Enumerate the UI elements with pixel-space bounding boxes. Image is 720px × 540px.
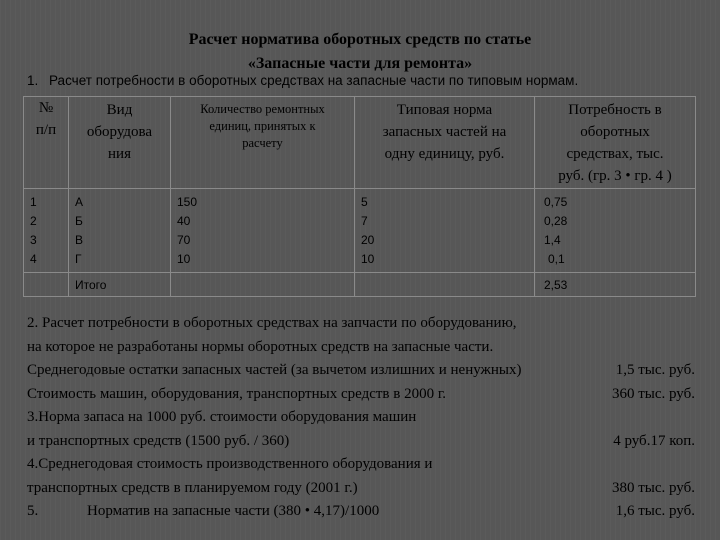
total-value: 2,53	[535, 273, 696, 297]
cell-quantities	[171, 189, 355, 273]
text-line	[27, 477, 695, 501]
text-line	[27, 359, 695, 383]
cell-need: 1,4	[544, 233, 561, 247]
line-text: 2. Расчет потребности в оборотных средствах на запчасти по оборудованию,	[27, 315, 517, 331]
total-label: Итого	[69, 273, 171, 297]
header-norm-line-2: запасных частей на	[382, 124, 507, 140]
line-value: 4 руб.17 коп.	[613, 432, 695, 449]
title-line-2: «Запасные части для ремонта»	[247, 55, 473, 72]
header-qty-line-3: расчету	[242, 136, 283, 150]
cell-norm: 10	[361, 252, 375, 266]
item-1-text: Расчет потребности в оборотных средствах на запасные части по типовым нормам.	[49, 73, 579, 88]
cell-need: 0,1	[548, 252, 565, 266]
line-text: транспортных средств в планируемом году (2001 г.)	[27, 479, 358, 496]
cell-number: 4	[30, 252, 37, 266]
text-line	[27, 406, 695, 430]
header-number	[24, 97, 69, 189]
header-type-line-3: ния	[108, 146, 131, 162]
table-data-row	[24, 189, 696, 273]
line-text: Стоимость машин, оборудования, транспортных средств в 2000 г.	[27, 385, 447, 402]
cell-type: В	[75, 233, 84, 247]
cell-norms	[355, 189, 535, 273]
total-empty-cell	[355, 273, 535, 297]
header-qty-line-2: единиц, принятых к	[209, 119, 316, 133]
cell-quantity: 10	[177, 252, 191, 266]
cell-number: 2	[30, 214, 37, 228]
header-need-line-3: средствах, тыс.	[566, 146, 664, 162]
total-empty-cell	[171, 273, 355, 297]
line-text: Среднегодовые остатки запасных частей (за вычетом излишних и ненужных)	[27, 362, 522, 378]
line-5-value: 1,6 тыс. руб.	[615, 503, 695, 519]
cell-types	[69, 189, 171, 273]
header-number-line-1: №	[38, 100, 54, 116]
line-text: 4.Среднегодовая стоимость производственного оборудования и	[27, 456, 433, 472]
text-line	[27, 430, 695, 454]
cell-norm: 7	[361, 214, 368, 228]
header-equipment-type	[69, 97, 171, 189]
line-text: на которое не разработаны нормы оборотных средств на запасные части.	[27, 338, 494, 355]
text-line	[27, 383, 695, 407]
header-need-line-2: оборотных	[580, 124, 650, 140]
header-norm	[355, 97, 535, 189]
cell-numbers	[24, 189, 69, 273]
text-line	[27, 453, 695, 477]
cell-type: Б	[75, 214, 83, 228]
cell-norm: 5	[361, 195, 368, 209]
title-line-1: Расчет норматива оборотных средств по статье	[188, 31, 532, 48]
item-1-heading	[27, 73, 717, 88]
cell-norm: 20	[361, 233, 375, 247]
line-value: 360 тыс. руб.	[611, 385, 695, 402]
item-1-number: 1.	[27, 73, 39, 88]
header-need-line-4: руб. (гр. 3 • гр. 4 )	[558, 168, 672, 184]
table-header-row	[24, 97, 696, 189]
header-need	[535, 97, 696, 189]
text-line	[27, 312, 695, 336]
line-text: и транспортных средств (1500 руб. / 360)	[27, 432, 290, 449]
cell-need: 0,75	[544, 195, 568, 209]
cell-need: 0,28	[544, 214, 568, 228]
header-type-line-2: оборудова	[86, 124, 153, 140]
line-5-text: Норматив на запасные части (380 • 4,17)/1000	[87, 503, 380, 519]
text-line-5	[27, 500, 695, 524]
header-qty-line-1: Количество ремонтных	[200, 102, 325, 116]
header-type-line-1: Вид	[106, 102, 133, 118]
cell-number: 1	[30, 195, 37, 209]
table-total-row	[24, 273, 696, 297]
cell-type: Г	[75, 252, 82, 266]
cell-type: А	[75, 195, 84, 209]
cell-quantity: 70	[177, 233, 191, 247]
header-need-line-1: Потребность в	[568, 102, 662, 118]
line-text: 3.Норма запаса на 1000 руб. стоимости оборудования машин	[27, 409, 417, 425]
header-norm-line-3: одну единицу, руб.	[384, 146, 505, 162]
line-value: 1,5 тыс. руб.	[615, 362, 695, 378]
cell-number: 3	[30, 233, 37, 247]
header-norm-line-1: Типовая норма	[396, 102, 493, 118]
cell-quantity: 40	[177, 214, 191, 228]
page-title	[0, 28, 720, 76]
calculation-lines	[27, 312, 695, 524]
line-5-number: 5.	[27, 503, 39, 519]
norms-table	[23, 96, 696, 297]
text-line	[27, 336, 695, 360]
cell-needs	[535, 189, 696, 273]
cell-quantity: 150	[177, 195, 198, 209]
header-quantity	[171, 97, 355, 189]
header-number-line-2: п/п	[35, 122, 57, 138]
line-value: 380 тыс. руб.	[611, 479, 695, 496]
total-empty-cell	[24, 273, 69, 297]
